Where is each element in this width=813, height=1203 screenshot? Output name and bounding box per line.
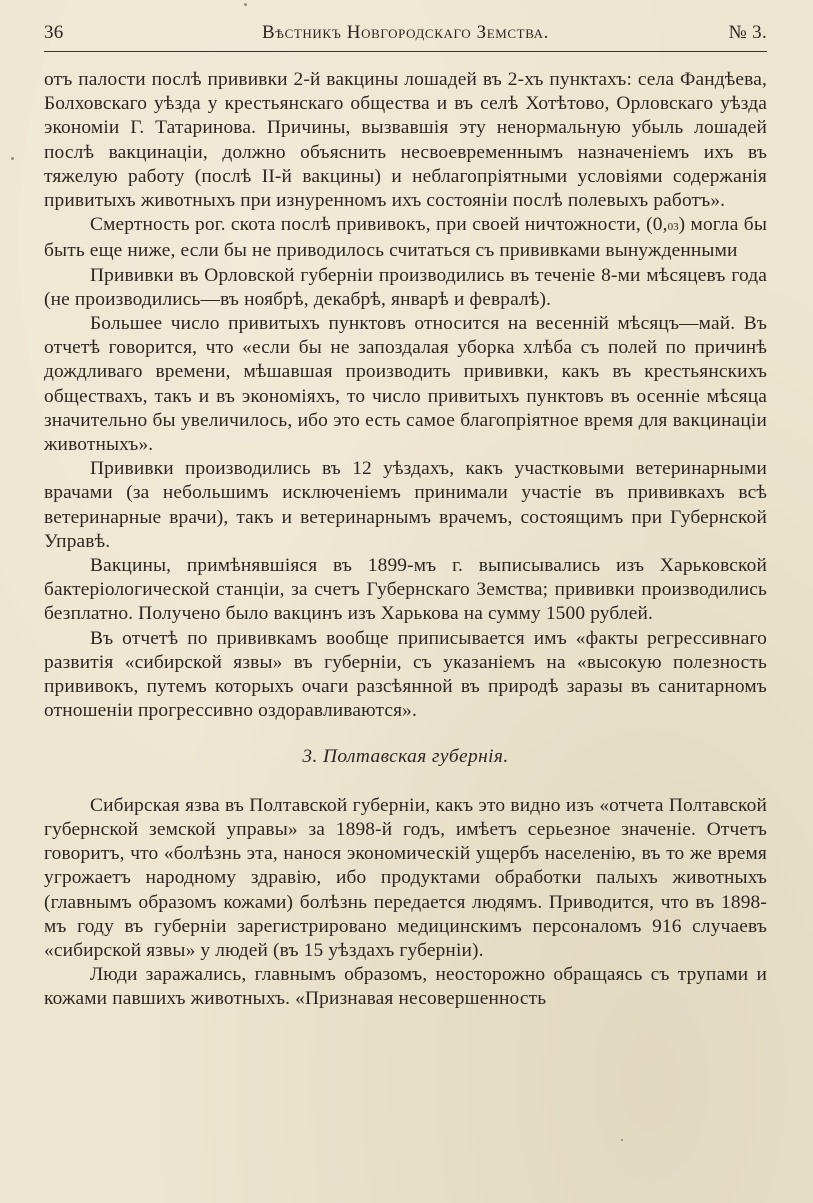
paragraph-districts: Прививки производились въ 12 уѣздахъ, какъ участковыми ветеринарными врачами (за небольшимъ исключеніемъ принимали участіе въ прививкахъ всѣ ветеринарные врачи), такъ и ветеринарнымъ врачемъ, состоящимъ при Губернской Управѣ. xyxy=(44,458,767,552)
paragraph-mortality xyxy=(44,213,767,263)
paper-speck xyxy=(244,3,247,6)
section-heading: 3. Полтавская губернія. xyxy=(302,746,509,768)
mortality-decimal: 03 xyxy=(667,221,679,234)
running-header xyxy=(44,22,767,48)
page-number: 36 xyxy=(44,22,64,43)
paper-speck xyxy=(621,1139,623,1141)
article-body xyxy=(44,68,767,1012)
paragraph-mortality-end: ) могла бы быть еще ниже, если бы не приводилось считаться съ прививками вынужденными xyxy=(44,214,768,262)
paragraph-infection: Люди заражались, главнымъ образомъ, неосторожно обращаясь съ трупами и кожами павшихъ животныхъ. «Признавая несовершенность xyxy=(44,964,767,1010)
paragraph-report-conclusion: Въ отчетѣ по прививкамъ вообще приписывается имъ «факты регрессивнаго развитія «сибирской язвы» въ губерніи, съ указаніемъ на «высокую полезность прививокъ, путемъ которыхъ очаги разсѣянной въ природѣ заразы въ санитарномъ отношеніи прогрессивно оздоравливаются». xyxy=(44,627,767,722)
journal-title: Вѣстникъ Новгородскаго Земства. xyxy=(261,22,550,43)
paragraph-vaccination-months: Прививки въ Орловской губерніи производились въ теченіе 8-ми мѣсяцевъ года (не производились—въ ноябрѣ, декабрѣ, январѣ и февралѣ). xyxy=(44,264,767,310)
header-rule xyxy=(44,51,767,52)
paragraph-mortality-start: Смертность рог. скота послѣ прививокъ, при своей ничтожности, (0, xyxy=(90,214,668,236)
paper-speck xyxy=(11,157,14,160)
paragraph-continued: отъ палости послѣ прививки 2-й вакцины лошадей въ 2-хъ пунктахъ: села Фандѣева, Болховскаго уѣзда у крестьянскаго общества и въ селѣ Хотѣтово, Орловскаго уѣзда экономіи Г. Татаринова. Причины, вызвавшія эту ненормальную убыль лошадей послѣ вакцинаціи, должно объяснить несвоевременнымъ назначеніемъ ихъ въ тяжелую работу (послѣ II-й вакцины) и неблагопріятными условіями содержанія привитыхъ животныхъ при изнуренномъ ихъ состояніи послѣ полевыхъ работъ». xyxy=(44,69,767,212)
paragraph-poltava-anthrax: Сибирская язва въ Полтавской губерніи, какъ это видно изъ «отчета Полтавской губернской земской управы» за 1898-й годъ, имѣетъ серьезное значеніе. Отчетъ говоритъ, что «болѣзнь эта, нанося экономическій ущербъ населенію, въ то же время угрожаетъ народному здравію, ибо продуктами обработки палыхъ животныхъ (главнымъ образомъ кожами) болѣзнь передается людямъ. Приводится, что въ 1898-мъ году въ губерніи зарегистрировано медицинскимъ персоналомъ 916 случаевъ «сибирской язвы» у людей (въ 15 уѣздахъ губерніи). xyxy=(44,794,767,961)
paragraph-vaccines-kharkov: Вакцины, примѣнявшіяся въ 1899-мъ г. выписывались изъ Харьковской бактеріологической станціи, за счетъ Губернскаго Земства; прививки производились безплатно. Получено было вакцинъ изъ Харькова на сумму 1500 рублей. xyxy=(44,555,767,625)
issue-number: № 3. xyxy=(728,22,767,43)
paragraph-spring-points: Большее число привитыхъ пунктовъ относится на весенній мѣсяцъ—май. Въ отчетѣ говорится, что «если бы не запоздалая уборка хлѣба съ полей по причинѣ дождливаго времени, мѣшавшая производить прививки, какъ въ крестьянскихъ обществахъ, такъ и въ экономіяхъ, то число привитыхъ пунктовъ въ осенніе мѣсяца значительно бы увеличилось, ибо это есть самое благопріятное время для вакцинаціи животныхъ». xyxy=(44,313,767,456)
